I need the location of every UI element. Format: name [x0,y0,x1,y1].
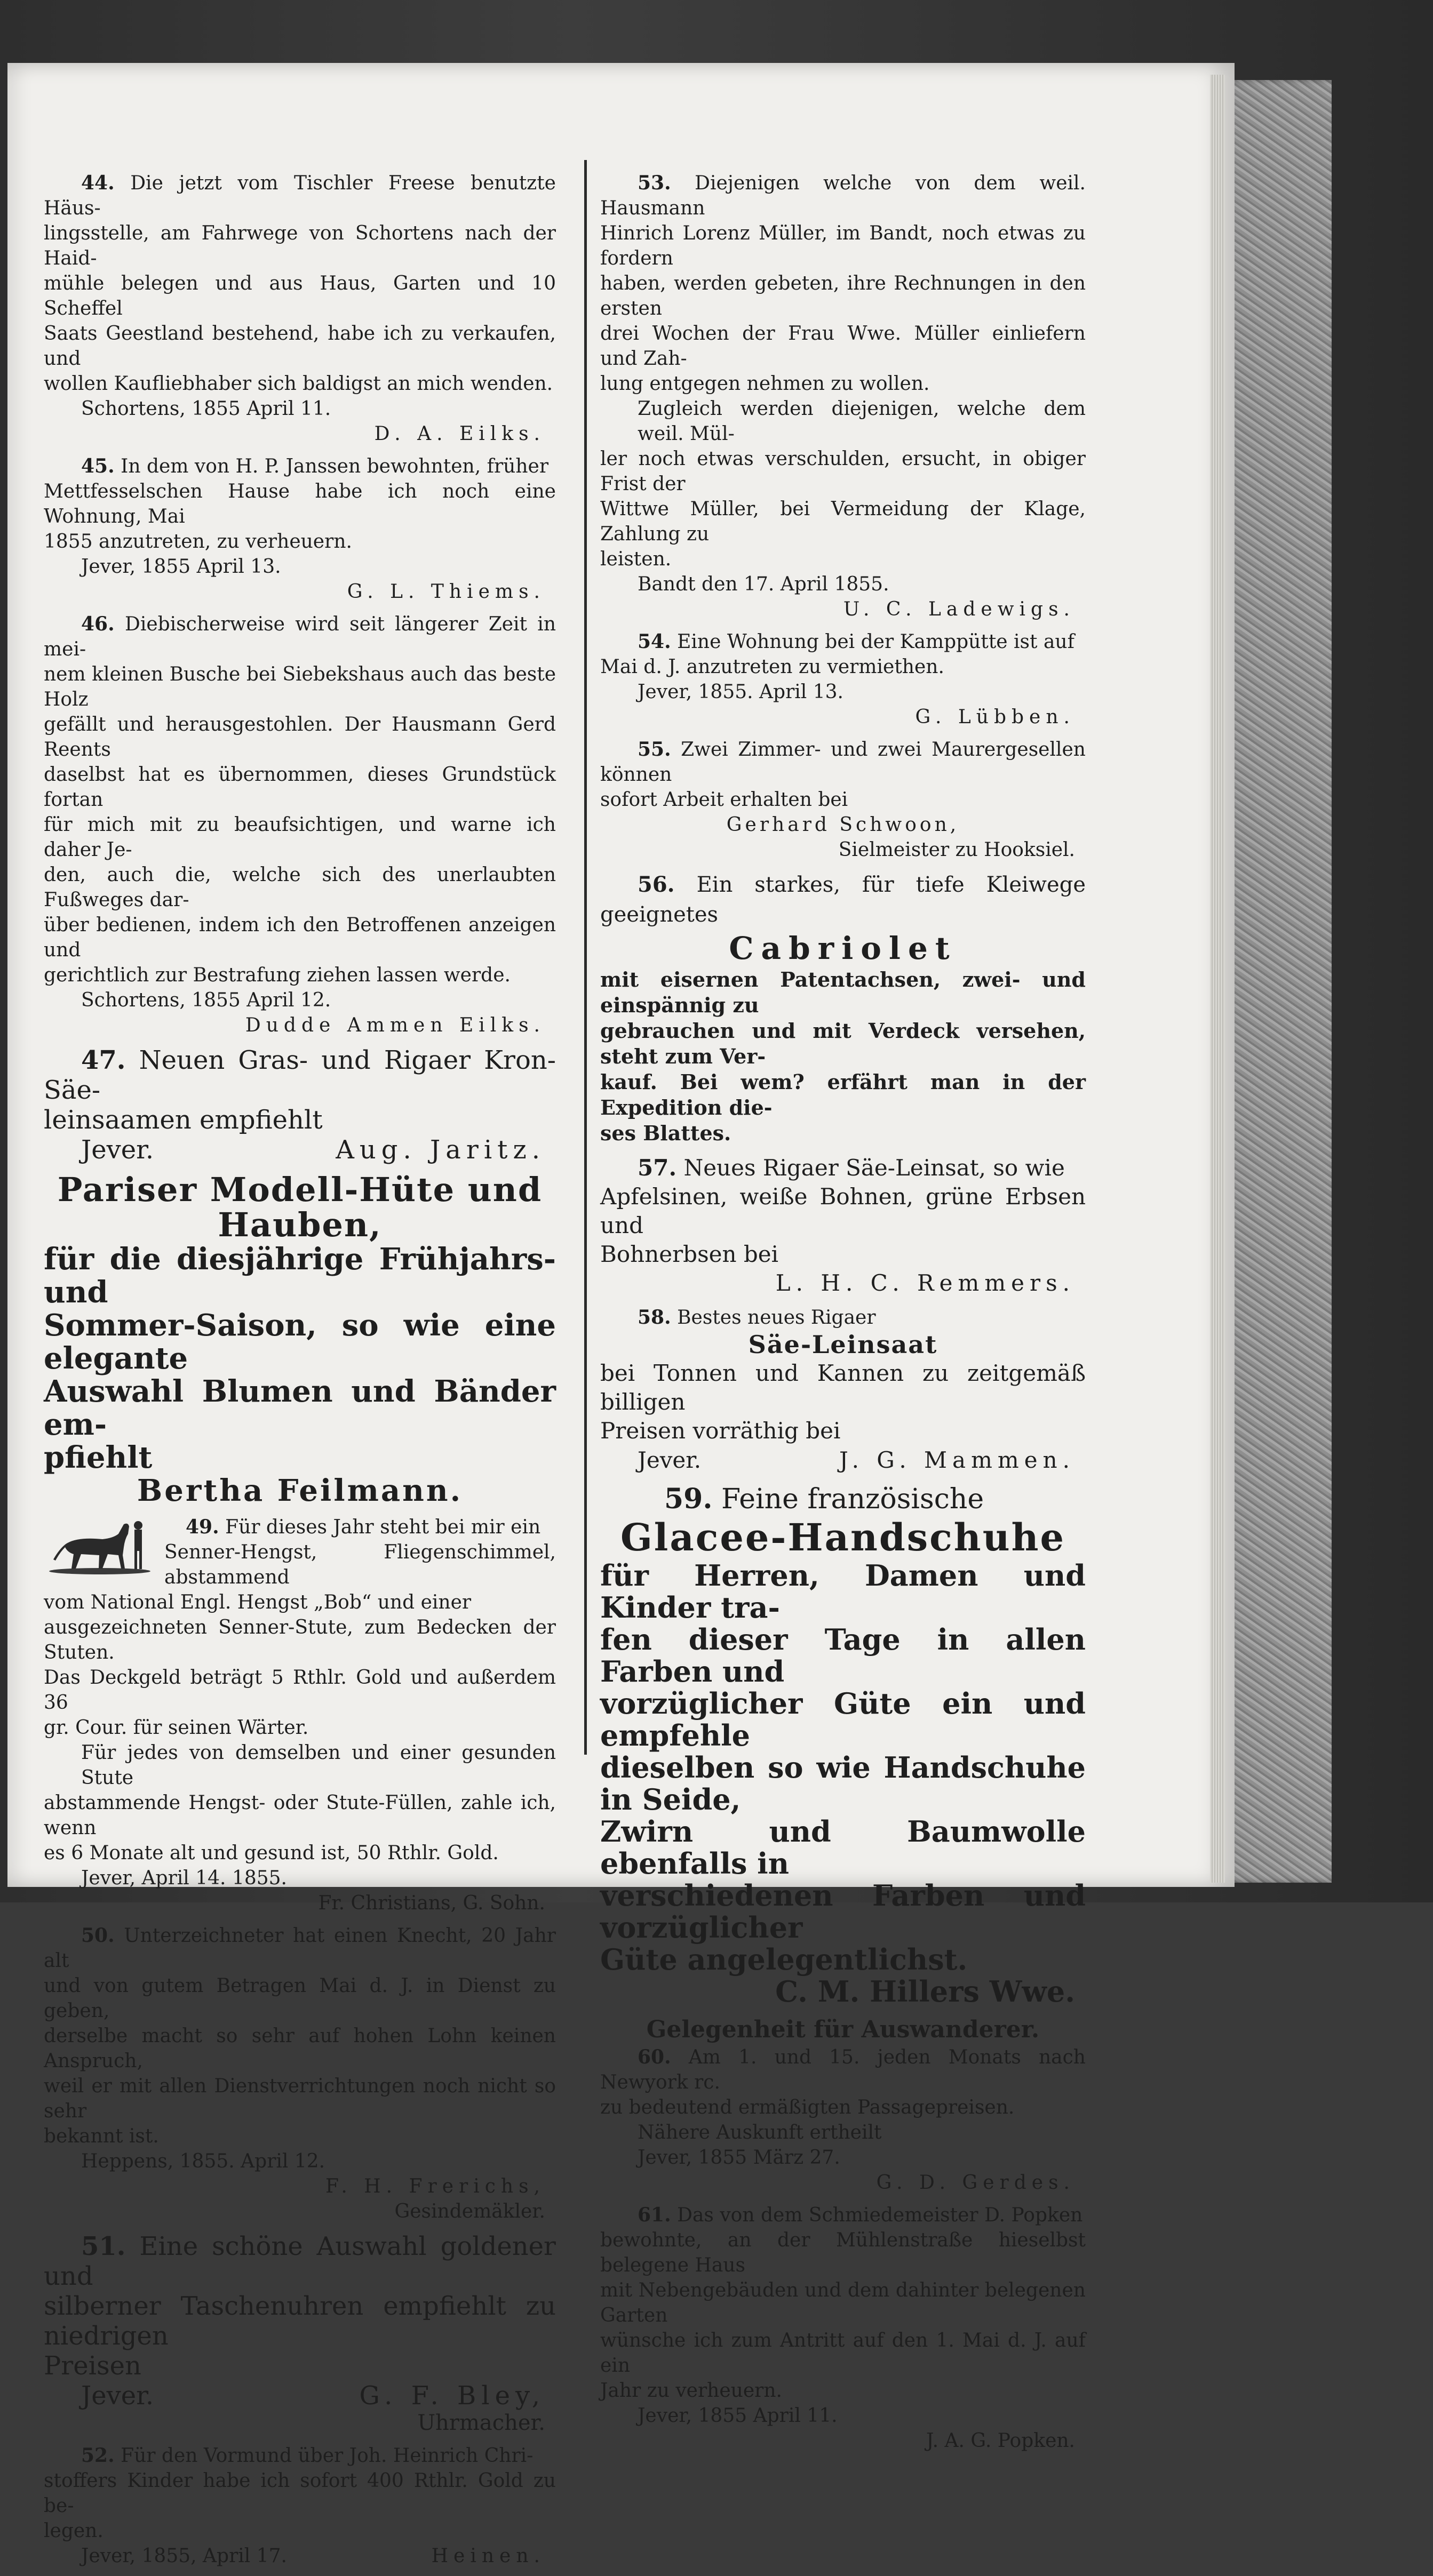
ad-place-date: Heppens, 1855. April 12. [81,2150,325,2172]
ad-60 [600,2015,1086,2195]
ad-signature: G. Lübben. [915,706,1075,728]
ad-body: 51. Eine schöne Auswahl goldener und silberner Taschenuhren empfiehlt zu niedrigen Preisen [44,2231,556,2381]
ad-body: bei Tonnen und Kannen zu zeitgemäß billigen Preisen vorräthig bei [600,1360,1086,1444]
ad-headline: Säe-Leinsaat [748,1330,938,1359]
ad-body: 55. Zwei Zimmer- und zwei Maurergesellen können sofort Arbeit erhalten bei [600,738,1086,811]
ad-53 [600,171,1086,622]
right-column [600,171,1086,2461]
ad-49 [44,1515,556,1916]
ad-place-date: Jever, April 14. 1855. [81,1867,287,1889]
ad-place-signature [44,2381,556,2411]
ad-signature: Gerhard Schwoon, [726,814,960,836]
ad-44 [44,171,556,446]
ad-place-date: Jever, 1855 März 27. [638,2147,840,2169]
ad-place-date: Bandt den 17. April 1855. [638,573,889,595]
ad-50 [44,1923,556,2224]
ad-47 [44,1045,556,1165]
ad-place-date: Jever, 1855. April 13. [638,681,843,703]
ad-body: 50. Unterzeichneter hat einen Knecht, 20 Jahr alt und von gutem Betragen Mai d. J. in Dienst zu geben, derselbe macht so sehr auf hohen Lohn keinen Anspruch, weil er mit allen Dienstverrichtungen noch nicht so sehr bekannt ist. [44,1924,556,2147]
ad-54 [600,629,1086,730]
ad-place-date: Schortens, 1855 April 11. [81,398,331,420]
ad-body: 60. Am 1. und 15. jeden Monats nach Newyork rc. zu bedeutend ermäßigten Passagepreisen. Nähere Auskunft ertheilt [600,2046,1086,2143]
ad-place-date: Jever. [81,2381,154,2411]
ad-intro: 56. Ein starkes, für tiefe Kleiwege geeignetes [600,872,1086,927]
ad-56 [600,870,1086,1146]
ad-signature: U. C. Ladewigs. [843,598,1075,620]
ad-body: 54. Eine Wohnung bei der Kamppütte ist auf Mai d. J. anzutreten zu vermiethen. [600,630,1074,678]
ad-signature-title: Uhrmacher. [417,2411,545,2435]
ad-signature: Dudde Ammen Eilks. [245,1014,545,1036]
ad-place-signature [600,1445,1086,1475]
ad-signature: L. H. C. Remmers. [775,1270,1075,1296]
ad-signature: G. L. Thiems. [347,581,545,603]
ad-body: 53. Diejenigen welche von dem weil. Hausmann Hinrich Lorenz Müller, im Bandt, noch etwas zu fordern haben, werden gebeten, ihre Rechnungen in den ersten drei Wochen der Frau Wwe. Müller einliefern und Zah- lung entgegen nehmen zu wollen. Zugleich werden diejenigen, welche dem weil. Mül- ler noch etwas verschulden, ersucht, in obiger Frist der Wittwe Müller, bei Vermeidung der Klage, Zahlung zu leisten. [600,172,1086,570]
ad-55 [600,737,1086,862]
ad-signature-title: Gesindemäkler. [394,2201,545,2222]
ad-body: 49. Für dieses Jahr steht bei mir ein Senner-Hengst, Fliegenschimmel, abstammend vom National Engl. Hengst „Bob“ und einer ausgezeichneten Senner-Stute, zum Bedecken der Stuten. Das Deckgeld beträgt 5 Rthlr. Gold und außerdem 36 gr. Cour. für seinen Wärter. Für jedes von demselben und einer gesunden Stute abstammende Hengst- oder Stute-Füllen, zahle ich, wenn es 6 Monate alt und gesund ist, 50 Rthlr. Gold. [44,1516,556,1864]
ad-52 [44,2443,556,2569]
ad-place-date: Schortens, 1855 April 12. [81,989,331,1011]
ad-body: für Herren, Damen und Kinder tra- fen dieser Tage in allen Farben und vorzüglicher Güte ein und empfehle dieselben so wie Handschuhe in Seide, Zwirn und Baumwolle ebenfalls in verschiedenen Farben und vorzüglicher Güte angelegentlichst. [600,1558,1086,1977]
ad-body: 44. Die jetzt vom Tischler Freese benutzte Häus- lingsstelle, am Fahrwege von Schortens nach der Haid- mühle belegen und aus Haus, Garten und 10 Scheffel Saats Geestland bestehend, habe ich zu verkaufen, und wollen Kaufliebhaber sich baldigst an mich wenden. [44,172,556,395]
ad-signature: C. M. Hillers Wwe. [775,1974,1075,2009]
ad-body: 47. Neuen Gras- und Rigaer Kron-Säe- leinsaamen empfiehlt [44,1045,556,1135]
ad-body: 57. Neues Rigaer Säe-Leinsat, so wie Apfelsinen, weiße Bohnen, grüne Erbsen und Bohnerbsen bei [600,1155,1086,1267]
horse-icon [44,1518,156,1577]
ad-body: mit eisernen Patentachsen, zwei- und einspännig zu gebrauchen und mit Verdeck versehen, steht zum Ver- kauf. Bei wem? erfährt man in der Expedition die- ses Blattes. [600,967,1086,1145]
ad-61 [600,2203,1086,2453]
ad-48 [44,1172,556,1507]
ad-signature: G. D. Gerdes. [876,2172,1075,2194]
ad-body: 46. Diebischerweise wird seit längerer Zeit in mei- nem kleinen Busche bei Siebekshaus auch das beste Holz gefällt und herausgestohlen. Der Hausmann Gerd Reents daselbst hat es übernommen, dieses Grundstück fortan für mich mit zu beaufsichtigen, und warne ich daher Je- den, auch die, welche sich des unerlaubten Fußweges dar- über bedienen, indem ich den Betroffenen anzeigen und gerichtlich zur Bestrafung ziehen lassen werde. [44,613,556,986]
ad-58 [600,1305,1086,1475]
ad-51 [44,2231,556,2436]
ad-signature: Fr. Christians, G. Sohn. [318,1892,545,1914]
ad-headline: Gelegenheit für Auswanderer. [646,2016,1040,2043]
ad-59 [600,1483,1086,2007]
ad-headline: Glacee-Handschuhe [620,1515,1066,1559]
ad-headline-2: Hauben, [218,1205,382,1244]
ad-signature: D. A. Eilks. [374,423,545,445]
ad-place-date: Jever, 1855, April 17. [81,2545,287,2567]
ad-place-date: Jever. [638,1447,702,1473]
ad-57 [600,1154,1086,1298]
ad-45 [44,454,556,604]
ad-place-date: Jever, 1855 April 11. [638,2405,838,2427]
ad-body: 52. Für den Vormund über Joh. Heinrich Chri- stoffers Kinder habe ich sofort 400 Rthlr. Gold zu be- legen. [44,2444,556,2542]
ad-signature: J. G. Mammen. [839,1447,1075,1473]
ad-headline: Pariser Modell-Hüte und [57,1170,543,1209]
ad-body: 45. In dem von H. P. Janssen bewohnten, früher Mettfesselschen Hause habe ich noch eine Wohnung, Mai 1855 anzutreten, zu verheuern. [44,455,556,553]
ad-signature: F. H. Frerichs, [325,2175,545,2197]
ad-signature: G. F. Bley, [359,2381,545,2411]
column-rule [584,160,587,1755]
ad-place-signature [44,2543,556,2569]
ad-headline: Cabriolet [729,930,957,966]
ad-signature: Bertha Feilmann. [137,1473,463,1508]
left-column [44,171,556,2576]
ad-intro: 59. Feine französische [664,1483,984,1515]
ad-place-signature [44,1135,556,1165]
ad-signature: J. A. G. Popken. [926,2430,1075,2452]
ad-signature: Heinen. [431,2545,545,2567]
ad-signature: Aug. Jaritz. [336,1135,545,1165]
ad-signature-title: Sielmeister zu Hooksiel. [838,839,1075,861]
ad-place-date: Jever. [81,1135,154,1165]
ad-body: für die diesjährige Frühjahrs- und Sommer-Saison, so wie eine elegante Auswahl Blumen und Bänder em- pfiehlt [44,1242,556,1475]
book-cover-board [1222,80,1332,1883]
ad-46 [44,612,556,1038]
ad-body: 61. Das von dem Schmiedemeister D. Popken bewohnte, an der Mühlenstraße hieselbst belegene Haus mit Nebengebäuden und dem dahinter belegenen Garten wünsche ich zum Antritt auf den 1. Mai d. J. auf ein Jahr zu verheuern. [600,2204,1086,2402]
ad-place-date: Jever, 1855 April 13. [81,556,281,578]
page-edges [1210,75,1225,1883]
ad-intro: 58. Bestes neues Rigaer [638,1306,876,1329]
